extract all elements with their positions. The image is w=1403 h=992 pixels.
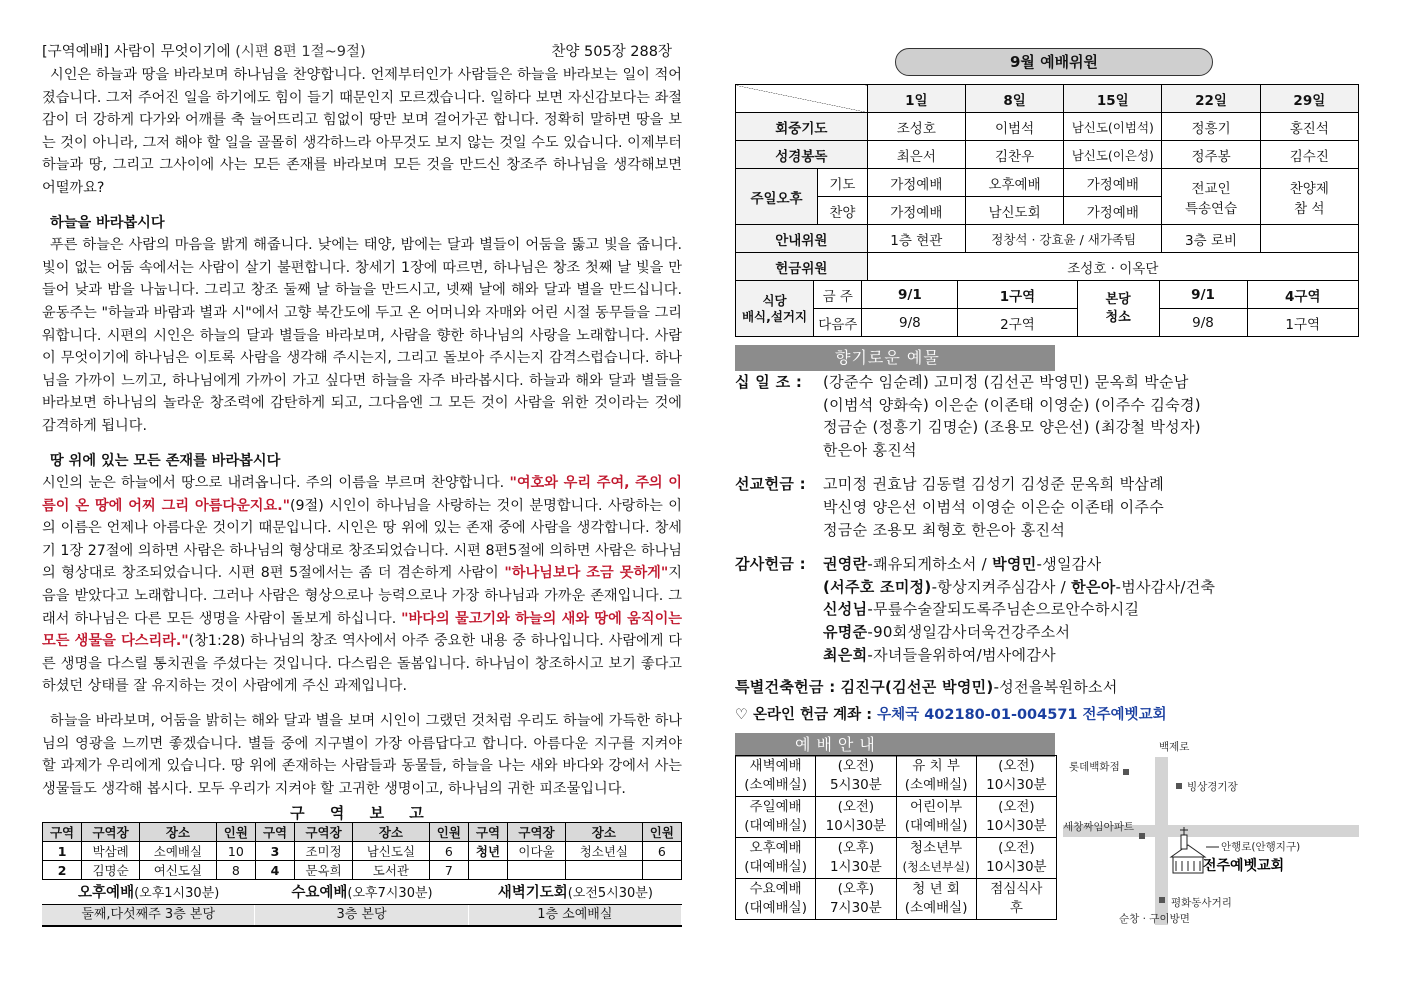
table-cell: 8 [216,861,255,880]
thanks-line [823,553,1360,576]
cell-line: 주일예배 [749,798,802,815]
row-sublabel: 금 주 [814,281,862,309]
offering-list [735,371,1360,699]
table-cell: 9/8 [1159,309,1247,337]
cell-line: 유 치 부 [912,757,960,774]
table-cell: 남신도회 [965,197,1063,225]
service-place: 1층 소예배실 [469,905,682,925]
table-cell [468,861,507,880]
thanks-row [735,553,1360,666]
table-header-row [736,85,1359,113]
table-cell [976,878,1056,919]
scripture-reference: (시편 8편 1절~9절) [235,44,366,60]
name-line: 정금순 조용모 최형호 한은아 홍진석 [823,520,1066,539]
table-cell: 남신도실 [353,842,430,861]
col-header: 구역 [255,823,294,842]
table-cell: 정창석 · 강효윤 / 새가족팀 [965,225,1162,253]
cell-line: 5시30분 [829,776,882,793]
table-row [736,225,1359,253]
cell-line: 새벽예배 [749,757,802,774]
table-cell: 9/1 [862,281,958,309]
sermon-header [42,40,682,64]
guide-title: 예배안내 [735,733,1055,757]
table-cell: 남신도(이범석) [1064,113,1162,141]
table-cell [816,796,896,837]
table-cell: 박삼례 [82,842,140,861]
table-cell: 소예배실 [140,842,217,861]
table-cell: 가정예배 [867,169,965,197]
tithe-row [735,371,1360,461]
marker-intersection [1159,897,1165,903]
table-cell [1260,169,1358,225]
earth-quote-1: "여호와 우리 주여, 주의 이름이 온 땅에 어찌 그리 아름다운지요." [42,475,683,514]
thanks-entries [823,553,1360,666]
table-cell [976,755,1056,796]
label-line: 배식,설거지 [741,308,808,324]
table-cell [896,837,976,878]
row-sublabel: 기도 [818,169,868,197]
map-label-apartment: 세창짜임아파트 [1063,820,1135,833]
table-cell: 여신도실 [140,861,217,880]
table-cell: 4구역 [1247,281,1358,309]
row-label: 헌금위원 [736,253,868,281]
mission-label: 선교헌금 : [735,475,806,494]
mission-names [823,473,1360,541]
table-cell: 김찬우 [965,141,1063,169]
cell-line: 특송연습 [1184,200,1238,217]
table-cell: 3층 로비 [1162,225,1260,253]
label-line: 청소 [1105,309,1131,325]
cell-line: (소예배실) [904,899,968,916]
service-afternoon [42,883,255,904]
name-line: 한은아 홍진석 [823,440,917,459]
cell-line: (오후) [837,839,875,856]
service-name: 오후예배 [78,885,135,902]
col-header: 구역장 [82,823,140,842]
church-info-column [735,48,1360,939]
hymn-numbers: 찬양 505장 288장 [551,44,672,60]
table-row [736,878,1057,919]
cell-line: 후 [1009,899,1023,916]
tithe-label: 십 일 조 : [735,373,803,391]
donor-note: -쾌유되게하소서 / [867,555,993,574]
closing-paragraph: 하늘을 바라보며, 어둠을 밝히는 해와 달과 별을 보며 시인이 그랬던 것처럼 우리도 하늘에 가득한 하나님의 영광을 느끼면 좋겠습니다. 별들 중에 지구별이 가장 아름답다고 합니다. 아름다운 지구를 지켜야 할 과제가 우리에게 있습니다. 땅 위에 존재하는 사람들과 동물들, 하늘을 나는 새와 바다와 강에서 사는 생물들도 생각해 봅시다. 모두 우리가 지켜야 할 고귀한 생명이고, 하나님의 귀한 피조물입니다. [42,713,682,797]
thanks-label: 감사헌금 : [735,555,806,574]
table-cell [896,755,976,796]
date-header: 29일 [1260,85,1358,113]
cell-line: (오전) [837,757,875,774]
cell-line: 10시30분 [986,817,1047,834]
donor-note: -범사감사/건축 [1115,577,1216,596]
cell-line: 참 석 [1294,200,1325,217]
cell-line: (오전) [837,798,875,815]
service-times-row [42,883,682,905]
row-label [736,281,814,337]
table-cell: 2구역 [958,309,1077,337]
table-cell: 홍진석 [1260,113,1358,141]
col-header: 장소 [565,823,642,842]
online-account [735,703,1360,727]
section-heading-sky: 하늘을 바라봅시다 [50,214,165,231]
cell-line: (오전) [998,798,1035,815]
table-cell: 7 [429,861,468,880]
table-cell: 1구역 [1247,309,1358,337]
account-separator: : [866,706,873,723]
donor-name: 박영민 [992,555,1037,574]
table-cell: 김명순 [82,861,140,880]
table-row [736,755,1057,796]
table-cell: 6 [642,842,681,861]
cell-line: 10시30분 [825,817,887,834]
service-time: (오후1시30분) [134,886,220,902]
service-place: 둘째,다섯째주 3층 본당 [42,905,255,925]
table-header-row [43,823,682,842]
table-cell [736,796,816,837]
table-cell: 1 [43,842,82,861]
donor-note: -항상지켜주심감사 / [931,577,1072,596]
cell-line: (오전) [998,839,1035,856]
col-header: 인원 [642,823,681,842]
col-header: 구역장 [295,823,353,842]
offering-section-title: 향기로운 예물 [735,345,1055,371]
cell-line: 1시30분 [829,858,882,875]
table-cell: 9/8 [862,309,958,337]
name-line: 박신영 양은선 이범석 이영순 이은순 이존태 이주수 [823,497,1165,516]
map-label-baekje: 백제로 [1159,740,1190,753]
table-cell: 3 [255,842,294,861]
table-cell: 청년 [468,842,507,861]
table-cell [642,861,681,880]
donor-name: 유명준 [823,622,868,641]
cell-line: 어린이부 [910,798,963,815]
name-line: 고미정 권효남 김동렬 김성기 김성준 문옥희 박삼례 [823,475,1165,494]
service-name: 수요예배 [291,885,348,902]
service-place: 3층 본당 [255,905,468,925]
cell-line: 찬양제 [1289,180,1329,197]
date-header: 1일 [867,85,965,113]
marker-ice-rink [1176,783,1182,789]
donor-name: (서주호 조미정) [823,577,932,596]
map-label-pyeonghwa: 평화동사거리 [1171,896,1232,909]
earth-quote-2: "하나님보다 조금 못하게" [504,565,669,582]
section-body-earth [42,472,682,698]
map-label-ice-rink: 빙상경기장 [1187,780,1238,793]
donor-note: -무릎수술잘되도록주님손으로안수하시길 [867,600,1140,619]
table-cell [736,837,816,878]
worship-duty-table [735,84,1359,281]
col-header: 장소 [353,823,430,842]
table-cell [816,837,896,878]
table-row [736,169,1359,197]
service-places-row [42,905,682,927]
col-header: 구역 [468,823,507,842]
table-cell: 가정예배 [1064,169,1162,197]
cell-line: 7시30분 [829,899,882,916]
cell-line: (청소년부실) [902,859,970,874]
intro-paragraph: 시인은 하늘과 땅을 바라보며 하나님을 찬양합니다. 언제부터인가 사람들은 하늘을 바라보는 일이 적어졌습니다. 그저 주어진 일을 하기에도 힘이 들기 때문인지 모르겠습니다. 일하다 보면 자신감보다는 좌절감이 더 강하게 다가와 어깨를 축 늘어뜨리고 힘없이 땅만 보며 걸어가곤 합니다. 정확히 말하면 땅을 보는 것이 아니라, 그저 해야 할 일을 골몰히 생각하느라 아무것도 보지 않는 것일 수도 있습니다. 이제부터 하늘과 땅, 그리고 그사이에 사는 모든 존재를 바라보며 모든 것을 만드신 창조주 하나님을 생각해보면 어떨까요? [42,67,682,196]
table-cell: 1층 현관 [867,225,965,253]
row-label: 안내위원 [736,225,868,253]
donor-name: 권영란 [823,555,868,574]
marker-apartment [1139,833,1145,839]
table-cell [736,755,816,796]
table-cell: 6 [429,842,468,861]
table-cell: 정주봉 [1162,141,1260,169]
table-row [736,253,1359,281]
row-label: 주일오후 [736,169,818,225]
col-header: 구역 [43,823,82,842]
account-number: 우체국 402180-01-004571 전주예벳교회 [877,706,1167,723]
cell-line: (대예배실) [744,817,807,834]
cell-line: 점심식사 [990,880,1043,897]
cell-line: (소예배실) [744,776,807,793]
donor-name: 김진구(김선곤 박영민) [840,678,994,697]
table-cell: 이범석 [965,113,1063,141]
date-header: 22일 [1162,85,1260,113]
donor-note: -생일감사 [1036,555,1102,574]
row-label: 성경봉독 [736,141,868,169]
donor-note: -성전을복원하소서 [993,678,1118,697]
col-header: 장소 [140,823,217,842]
cell-line: (대예배실) [744,858,807,875]
donor-name: 신성님 [823,600,868,619]
table-cell: 4 [255,861,294,880]
building-label: 특별건축헌금 : [735,678,836,697]
section-body-sky: 푸른 하늘은 사람의 마음을 밝게 해줍니다. 낮에는 태양, 밤에는 달과 별들이 어둠을 뚫고 빛을 줍니다. 빛이 없는 어둠 속에서는 사람이 살기 불편합니다. 창세기 1장에 따르면, 하나님은 창조 첫째 날 빛을 만들어 낮과 밤을 나눕니다. 그리고 창조 둘째 날 하늘을 만드시고, 넷째 날에 해와 달과 별을 만드십니다. 윤동주는 "하늘과 바람과 별과 시"에서 고향 북간도에 두고 온 어머니와 자매와 어린 시절 동무들을 그리워합니다. 시편의 시인은 하늘의 달과 별들을 바라보며, 사람을 향한 하나님의 사랑을 노래합니다. 사람이 무엇이기에 하나님은 이토록 사람을 생각해 주시는지, 그리고 돌보아 주시는지 감격스럽습니다. 하나님을 가까이 느끼고, 하나님에게 가까이 가고 싶다면 하늘을 자주 바라봅시다. 하늘과 해와 달과 별들을 바라보면 하나님의 놀라운 창조력에 감탄하게 되고, 그다음엔 그 모든 것이 사람을 위한 것이라는 것에 감격하게 됩니다. [42,237,682,434]
account-label: ♡ 온라인 헌금 계좌 [735,706,862,723]
sermon-category: [구역예배] [42,44,110,60]
table-cell: 조미정 [295,842,353,861]
map-label-sunchang: 순창 · 구이방면 [1119,912,1190,925]
earth-quote-3: "바다의 물고기와 하늘의 새와 땅에 움직이는 모든 생물을 다스리라." [42,610,682,650]
col-header: 인원 [216,823,255,842]
cell-line: (오후) [837,880,875,897]
earth-text-4: (창1:28) 하나님의 창조 역사에서 아주 중요한 내용 중 하나입니다. 사람에게 다른 생명을 다스릴 통치권을 주셨다는 것입니다. 다스림은 돌봄입니다. 하나님이 창조하시고 보기 좋다고 하셨던 상태를 잘 유지하는 것이 사람에게 주신 과제입니다. [42,633,682,695]
table-cell: 남신도(이은성) [1064,141,1162,169]
table-cell [976,837,1056,878]
col-header: 인원 [429,823,468,842]
district-report-table [42,822,682,880]
donor-name: 한은아 [1071,577,1116,596]
row-sublabel: 찬양 [818,197,868,225]
row-label: 회중기도 [736,113,868,141]
cell-line: 청소년부 [910,839,963,856]
table-cell: 최은서 [867,141,965,169]
sermon-title: 사람이 무엇이기에 [113,44,231,60]
map-label-church: 전주예벳교회 [1203,857,1285,874]
name-line: (이범석 양화숙) 이은순 (이존태 이영순) (이주수 김숙경) [823,395,1201,414]
donor-name: 최은희 [823,645,868,664]
table-row [736,309,1359,337]
date-header: 15일 [1064,85,1162,113]
row-sublabel: 다음주 [814,309,862,337]
table-cell [896,796,976,837]
cell-line: (대예배실) [744,899,807,916]
name-line: (강준수 임순례) 고미정 (김선곤 박영민) 문옥희 박순남 [823,373,1189,391]
service-name: 새벽기도회 [497,885,568,902]
thanks-line [823,644,1360,667]
cell-line: 오후예배 [749,839,802,856]
donor-note: -90회생일감사더욱건강주소서 [867,622,1071,641]
cell-line: 10시30분 [986,776,1047,793]
table-cell: 9/1 [1159,281,1247,309]
table-row [43,842,682,861]
corner-cell [736,85,868,113]
row-label [1077,281,1159,337]
worship-guide [735,733,1360,939]
label-line: 본당 [1105,291,1131,307]
label-line: 식당 [762,292,787,308]
service-wednesday [255,883,468,904]
service-dawn [469,883,682,904]
table-cell: 도서관 [353,861,430,880]
table-row [736,141,1359,169]
duty-title: 9월 예배위원 [895,48,1213,76]
cell-line: 10시30분 [986,858,1047,875]
table-cell: 1구역 [958,281,1077,309]
cell-line: 청 년 회 [912,880,960,897]
table-row [736,281,1359,309]
table-cell [1162,169,1260,225]
table-cell: 2 [43,861,82,880]
cell-line: 수요예배 [749,880,802,897]
earth-text-2: (9절) 시인이 하나님을 사랑하는 것이 분명합니다. 사랑하는 이의 이름은 언제나 아름다운 것이기 때문입니다. 시인은 땅 위에 있는 존재 중에 사람을 생각합니다. 창세기 1장 27절에 의하면 사람은 하나님의 형상대로 창조되었습니다. 시편 8편5절에 의하면 사람은 하나님의 형상대로 창조되었습니다. 시편 8편 5절에서는 좀 더 겸손하게 사람이 [42,497,682,582]
table-cell: 오후예배 [965,169,1063,197]
earth-text-1: 시인의 눈은 하늘에서 땅으로 내려옵니다. 주의 이름을 부르며 찬양합니다. [42,475,510,492]
donor-note: -자녀들을위하여/범사에감사 [867,645,1056,664]
worship-guide-table [735,755,1057,920]
service-time: (오후7시30분) [347,886,433,902]
district-report-title: 구 역 보 고 [290,804,434,823]
table-cell [816,755,896,796]
building-offering-row [735,676,1360,699]
marker-lotte [1123,769,1129,775]
table-cell [816,878,896,919]
thanks-line [823,598,1360,621]
earth-text-3: 지음을 받았다고 노래합니다. 그러나 사람은 형상으로나 능력으로나 가장 하나님과 가까운 존재입니다. 그래서 하나님은 다른 모든 생명을 사람이 돌보게 하십니다. [42,565,682,627]
table-cell [976,796,1056,837]
district-worship-column [42,40,682,927]
table-row [736,796,1057,837]
table-row [736,837,1057,878]
table-cell: 가정예배 [867,197,965,225]
table-cell: 이다울 [508,842,566,861]
table-cell [508,861,566,880]
mission-row [735,473,1360,541]
cell-line: (대예배실) [904,817,968,834]
map-label-lotte: 롯데백화점 [1069,760,1120,773]
table-row [736,113,1359,141]
tithe-names [823,371,1360,461]
table-cell [565,861,642,880]
location-map [1063,729,1359,939]
name-line: 정금순 (정흥기 김명순) (조용모 양은선) (최강철 박성자) [823,418,1201,437]
table-cell [1260,225,1358,253]
meal-cleaning-table [735,280,1359,337]
table-cell: 10 [216,842,255,861]
cell-line: (오전) [998,757,1035,774]
cell-line: (소예배실) [904,776,968,793]
date-header: 8일 [965,85,1063,113]
map-label-anhaeng: 안행로(안행지구) [1221,840,1301,853]
table-row [43,861,682,880]
table-cell: 김수진 [1260,141,1358,169]
table-cell [736,878,816,919]
table-cell: 정흥기 [1162,113,1260,141]
table-cell: 청소년실 [565,842,642,861]
section-heading-earth: 땅 위에 있는 모든 존재를 바라봅시다 [50,452,281,469]
table-cell: 문옥희 [295,861,353,880]
col-header: 구역장 [508,823,566,842]
thanks-line [823,576,1360,599]
cell-line: 전교인 [1191,180,1231,197]
table-cell [896,878,976,919]
table-cell: 조성호 [867,113,965,141]
service-time: (오전5시30분) [567,886,653,902]
thanks-line [823,621,1360,644]
table-cell: 조성호 · 이옥단 [867,253,1358,281]
table-cell: 가정예배 [1064,197,1162,225]
